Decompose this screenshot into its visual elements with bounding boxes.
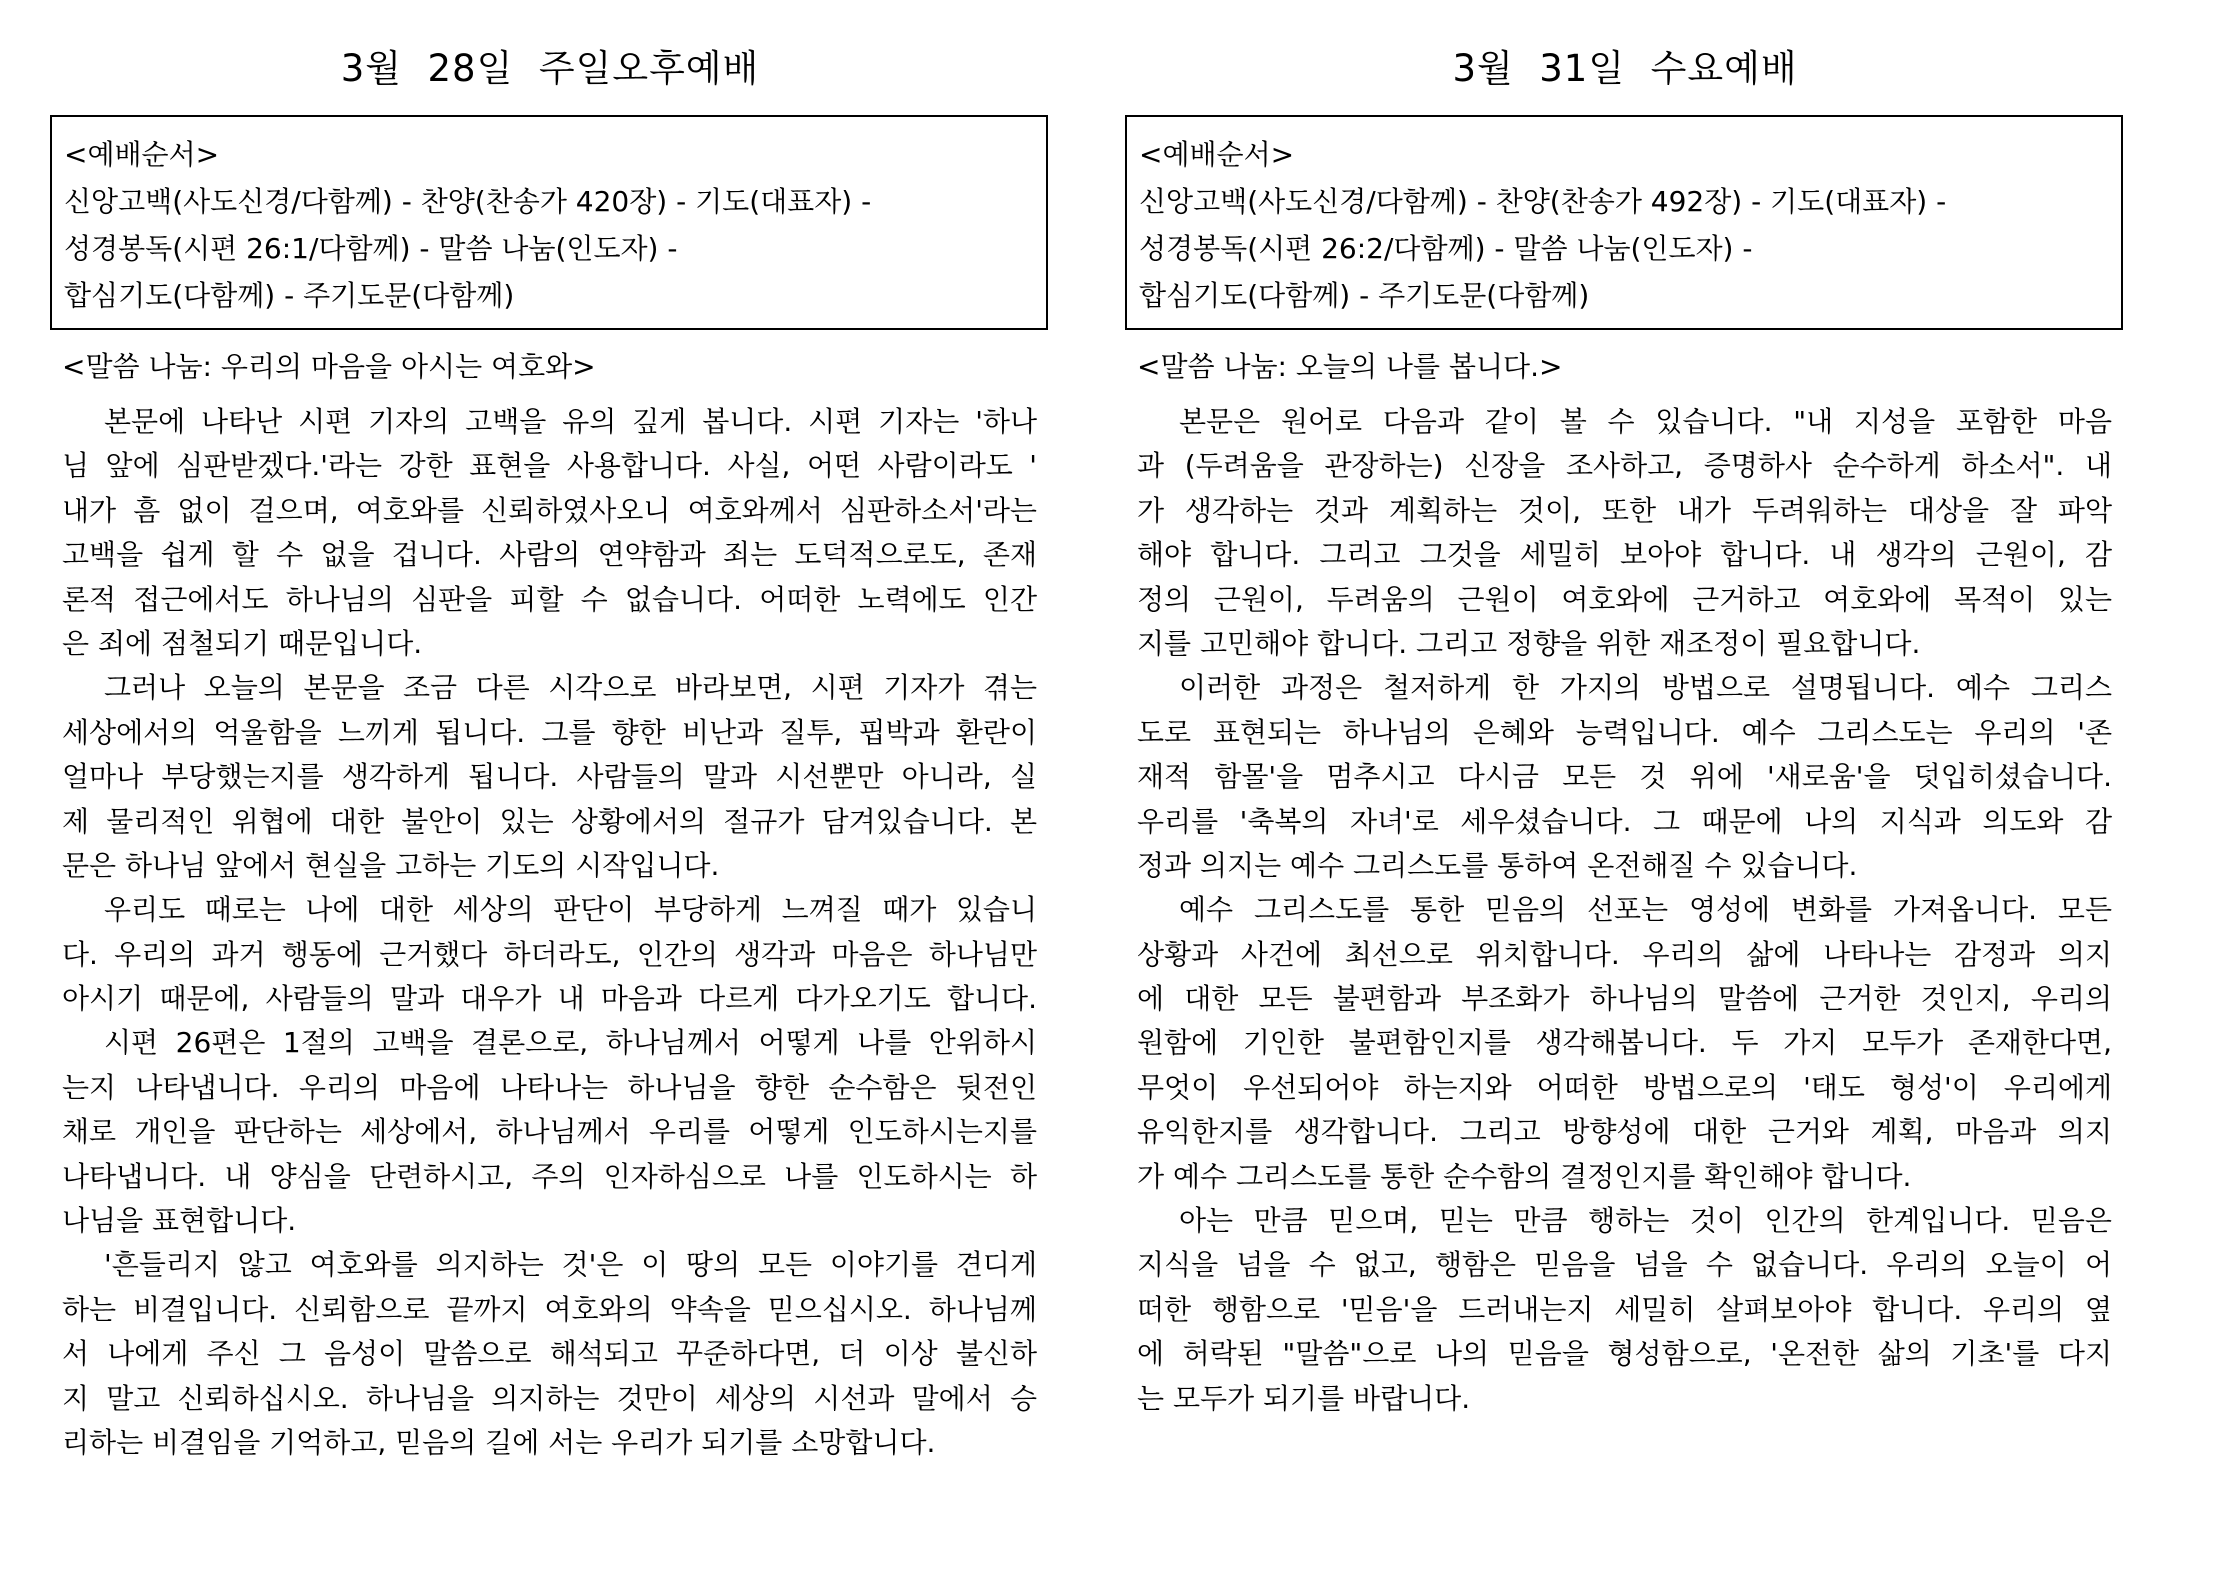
right-body-line: 원함에 기인한 불편함인지를 생각해봅니다. 두 가지 모두가 존재한다면, <box>1137 1026 2112 1060</box>
left-body-line: 고백을 쉽게 할 수 없을 겁니다. 사람의 연약함과 죄는 도덕적으로도, 존재 <box>62 538 1037 572</box>
right-body-line: 는 모두가 되기를 바랍니다. <box>1137 1381 1471 1415</box>
left-body-line: 얼마나 부당했는지를 생각하게 됩니다. 사람들의 말과 시선뿐만 아니라, 실 <box>62 760 1037 794</box>
left-body-line: 세상에서의 억울함을 느끼게 됩니다. 그를 향한 비난과 질투, 핍박과 환란이 <box>62 715 1037 749</box>
left-page-title: 3월 28일 주일오후예배 <box>340 47 760 90</box>
left-body-line: 시편 26편은 1절의 고백을 결론으로, 하나님께서 어떻게 나를 안위하시 <box>104 1026 1037 1060</box>
left-body-line: 은 죄에 점철되기 때문입니다. <box>62 626 423 660</box>
left-body-line: 는지 나타냅니다. 우리의 마음에 나타나는 하나님을 향한 순수함은 뒷전인 <box>62 1070 1037 1104</box>
left-body-line: 그러나 오늘의 본문을 조금 다른 시각으로 바라보면, 시편 기자가 겪는 <box>104 671 1037 705</box>
left-sermon-heading: <말씀 나눔: 우리의 마음을 아시는 여호와> <box>62 350 596 383</box>
left-body-line: 채로 개인을 판단하는 세상에서, 하나님께서 우리를 어떻게 인도하시는지를 <box>62 1115 1037 1149</box>
left-body-line: 나타냅니다. 내 양심을 단련하시고, 주의 인자하심으로 나를 인도하시는 하 <box>62 1159 1037 1193</box>
right-body-line: 이러한 과정은 철저하게 한 가지의 방법으로 설명됩니다. 예수 그리스 <box>1179 671 2112 705</box>
left-body-line: 님 앞에 심판받겠다.'라는 강한 표현을 사용합니다. 사실, 어떤 사람이라도 ' <box>62 449 1037 483</box>
left-body-line: 문은 하나님 앞에서 현실을 고하는 기도의 시작입니다. <box>62 848 720 882</box>
left-body-line: 지 말고 신뢰하십시오. 하나님을 의지하는 것만이 세상의 시선과 말에서 승 <box>62 1381 1037 1415</box>
right-body-line: 정과 의지는 예수 그리스도를 통하여 온전해질 수 있습니다. <box>1137 848 1858 882</box>
left-body-line: 아시기 때문에, 사람들의 말과 대우가 내 마음과 다르게 다가오기도 합니다. <box>62 982 1037 1016</box>
right-body-line: 지를 고민해야 합니다. 그리고 정향을 위한 재조정이 필요합니다. <box>1137 626 1921 660</box>
right-sermon-heading: <말씀 나눔: 오늘의 나를 봅니다.> <box>1137 350 1563 383</box>
left-body-line: 론적 접근에서도 하나님의 심판을 피할 수 없습니다. 어떠한 노력에도 인간 <box>62 582 1037 616</box>
right-body-line: 무엇이 우선되어야 하는지와 어떠한 방법으로의 '태도 형성'이 우리에게 <box>1137 1070 2112 1104</box>
right-body-line: 본문은 원어로 다음과 같이 볼 수 있습니다. "내 지성을 포함한 마음 <box>1179 405 2112 438</box>
right-worship-order-heading: <예배순서> <box>1139 138 1295 171</box>
left-body-line: 나님을 표현합니다. <box>62 1204 297 1238</box>
right-worship-order-line: 합심기도(다함께) - 주기도문(다함께) <box>1139 279 1590 312</box>
left-body-line: 서 나에게 주신 그 음성이 말씀으로 해석되고 꾸준하다면, 더 이상 불신하 <box>62 1337 1037 1371</box>
right-worship-order-line: 신앙고백(사도신경/다함께) - 찬양(찬송가 492장) - 기도(대표자) - <box>1139 185 1947 218</box>
right-body-line: 지식을 넘을 수 없고, 행함은 믿음을 넘을 수 없습니다. 우리의 오늘이 어 <box>1137 1248 2112 1282</box>
left-worship-order-line: 성경봉독(시편 26:1/다함께) - 말씀 나눔(인도자) - <box>64 232 678 265</box>
right-body-line: 재적 함몰'을 멈추시고 다시금 모든 것 위에 '새로움'을 덧입히셨습니다. <box>1137 760 2112 794</box>
right-page-title: 3월 31일 수요예배 <box>1452 47 1798 90</box>
right-worship-order-box <box>1125 115 2123 330</box>
left-body-line: '흔들리지 않고 여호와를 의지하는 것'은 이 땅의 모든 이야기를 견디게 <box>104 1248 1037 1282</box>
right-body-line: 과 (두려움을 관장하는) 신장을 조사하고, 증명하사 순수하게 하소서". 내 <box>1137 449 2112 483</box>
right-body-line: 에 대한 모든 불편함과 부조화가 하나님의 말씀에 근거한 것인지, 우리의 <box>1137 982 2112 1016</box>
left-sermon-body <box>62 400 1037 1465</box>
right-body-line: 상황과 사건에 최선으로 위치합니다. 우리의 삶에 나타나는 감정과 의지 <box>1137 937 2112 971</box>
right-worship-order-line: 성경봉독(시편 26:2/다함께) - 말씀 나눔(인도자) - <box>1139 232 1753 265</box>
left-body-line: 내가 흠 없이 걸으며, 여호와를 신뢰하였사오니 여호와께서 심판하소서'라는 <box>62 493 1037 527</box>
right-body-line: 예수 그리스도를 통한 믿음의 선포는 영성에 변화를 가져옵니다. 모든 <box>1179 893 2112 927</box>
left-worship-order-line: 신앙고백(사도신경/다함께) - 찬양(찬송가 420장) - 기도(대표자) - <box>64 185 872 218</box>
right-body-line: 유익한지를 생각합니다. 그리고 방향성에 대한 근거와 계획, 마음과 의지 <box>1137 1115 2112 1149</box>
left-body-line: 우리도 때로는 나에 대한 세상의 판단이 부당하게 느껴질 때가 있습니 <box>104 893 1037 927</box>
right-body-line: 우리를 '축복의 자녀'로 세우셨습니다. 그 때문에 나의 지식과 의도와 감 <box>1137 804 2112 838</box>
right-body-line: 가 예수 그리스도를 통한 순수함의 결정인지를 확인해야 합니다. <box>1137 1159 1912 1193</box>
left-body-line: 다. 우리의 과거 행동에 근거했다 하더라도, 인간의 생각과 마음은 하나님만 <box>62 937 1037 971</box>
left-worship-order-line: 합심기도(다함께) - 주기도문(다함께) <box>64 279 515 312</box>
left-worship-order-box <box>50 115 1048 330</box>
right-body-line: 아는 만큼 믿으며, 믿는 만큼 행하는 것이 인간의 한계입니다. 믿음은 <box>1179 1204 2112 1238</box>
right-body-line: 해야 합니다. 그리고 그것을 세밀히 보아야 합니다. 내 생각의 근원이, 감 <box>1137 538 2112 572</box>
left-body-line: 제 물리적인 위협에 대한 불안이 있는 상황에서의 절규가 담겨있습니다. 본 <box>62 804 1037 838</box>
right-body-line: 정의 근원이, 두려움의 근원이 여호와에 근거하고 여호와에 목적이 있는 <box>1137 582 2112 616</box>
left-worship-order-heading: <예배순서> <box>64 138 220 171</box>
right-body-line: 떠한 행함으로 '믿음'을 드러내는지 세밀히 살펴보아야 합니다. 우리의 옆 <box>1137 1292 2112 1326</box>
left-body-line: 본문에 나타난 시편 기자의 고백을 유의 깊게 봅니다. 시편 기자는 '하나 <box>104 405 1037 438</box>
left-body-line: 하는 비결입니다. 신뢰함으로 끝까지 여호와의 약속을 믿으십시오. 하나님께 <box>62 1292 1037 1326</box>
left-body-line: 리하는 비결임을 기억하고, 믿음의 길에 서는 우리가 되기를 소망합니다. <box>62 1425 936 1459</box>
right-body-line: 가 생각하는 것과 계획하는 것이, 또한 내가 두려워하는 대상을 잘 파악 <box>1137 493 2112 527</box>
right-body-line: 에 허락된 "말씀"으로 나의 믿음을 형성함으로, '온전한 삶의 기초'를 다지 <box>1137 1337 2112 1371</box>
right-sermon-body <box>1137 400 2112 1421</box>
right-body-line: 도로 표현되는 하나님의 은혜와 능력입니다. 예수 그리스도는 우리의 '존 <box>1137 715 2112 749</box>
